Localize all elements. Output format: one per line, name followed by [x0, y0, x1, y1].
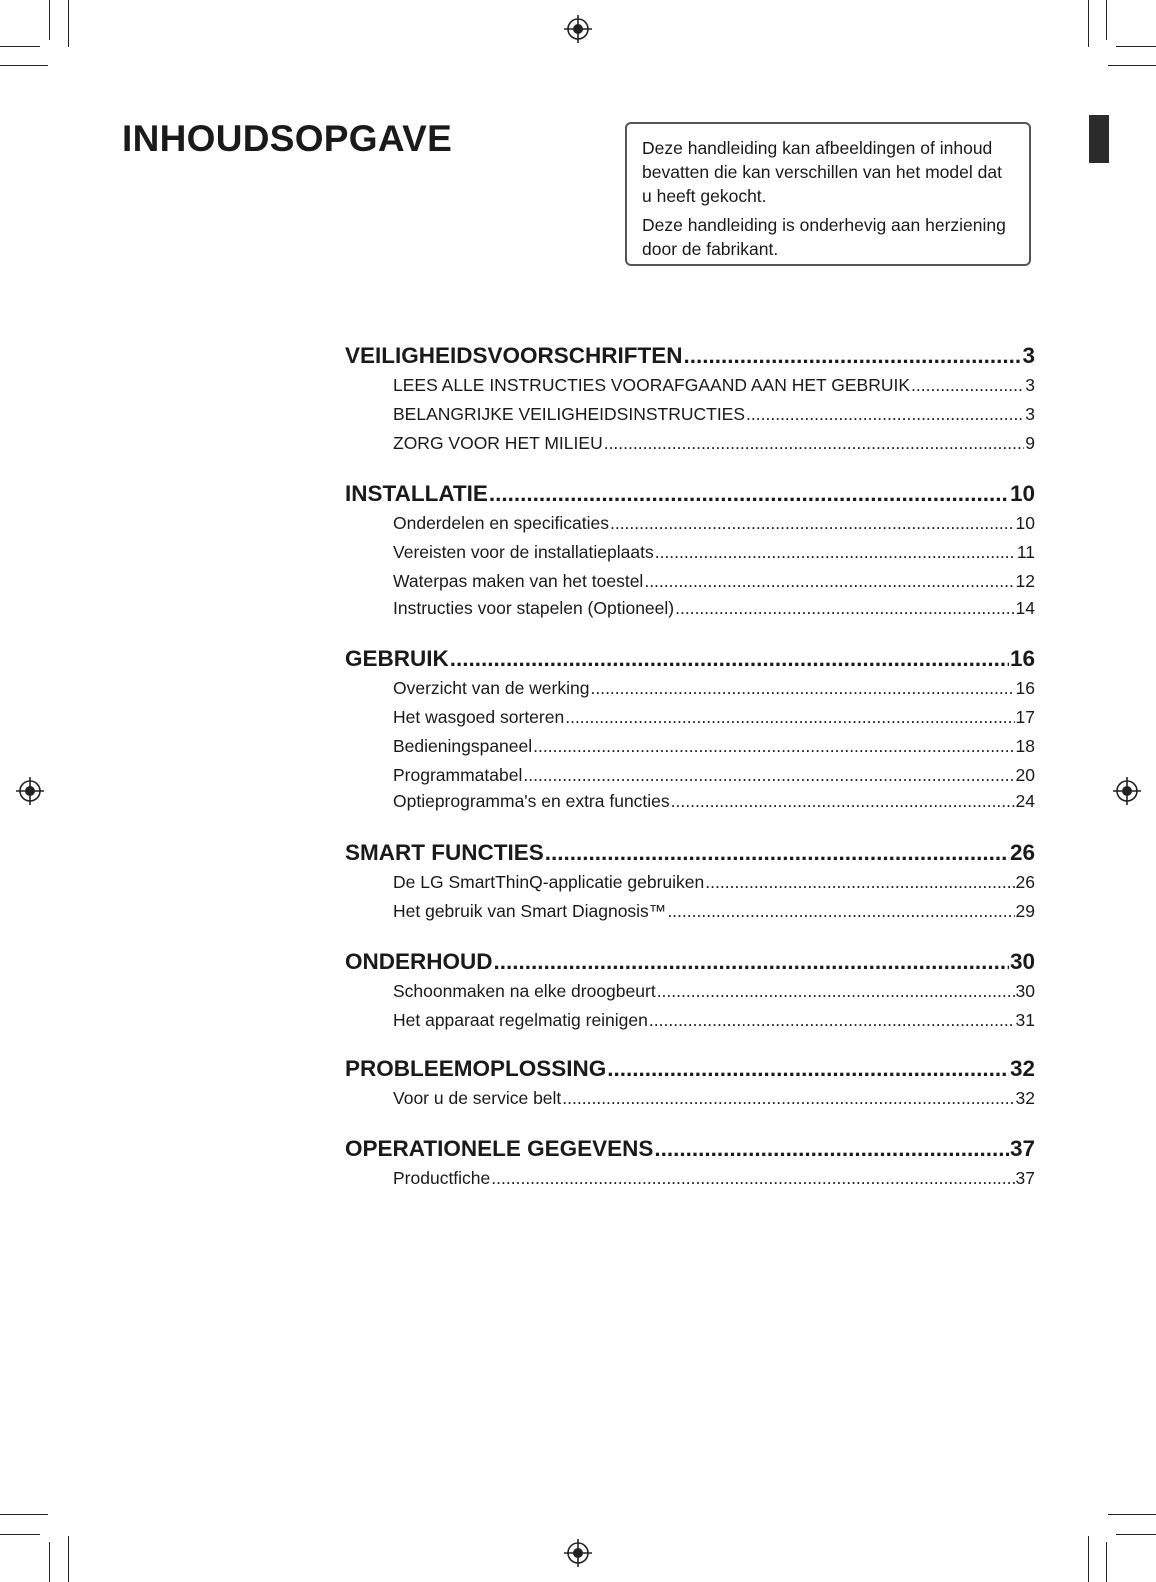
toc-page-number: 32	[1015, 1088, 1035, 1108]
toc-leader-dots	[590, 678, 1014, 699]
toc-item-title: Overzicht van de werking	[393, 678, 590, 698]
toc-section-operationele-gegevens[interactable]	[345, 1136, 1035, 1162]
toc-leader-dots	[911, 375, 1024, 396]
toc-section-smart-functies[interactable]	[345, 840, 1035, 866]
notice-box	[625, 122, 1031, 266]
toc-section-title: GEBRUIK	[345, 646, 449, 671]
toc-page-number: 3	[1025, 375, 1035, 395]
toc-item-title: De LG SmartThinQ-applicatie gebruiken	[393, 872, 705, 892]
registration-mark-icon	[1112, 776, 1142, 806]
page-title: INHOUDSOPGAVE	[122, 118, 453, 159]
toc-page-number: 30	[1015, 981, 1035, 1001]
toc-item-title: Het gebruik van Smart Diagnosis™	[393, 901, 667, 921]
toc-section-gebruik[interactable]	[345, 646, 1035, 672]
toc-item-title: Vereisten voor de installatieplaats	[393, 542, 654, 562]
toc-leader-dots	[610, 513, 1015, 534]
toc-item-title: Het wasgoed sorteren	[393, 707, 565, 727]
toc-leader-dots	[705, 872, 1014, 893]
toc-leader-dots	[644, 571, 1014, 592]
toc-section-title: SMART FUNCTIES	[345, 840, 544, 865]
registration-mark-icon	[563, 1538, 593, 1568]
toc-leader-dots	[494, 949, 1009, 975]
toc-section-title: INSTALLATIE	[345, 481, 488, 506]
toc-leader-dots	[675, 598, 1014, 619]
toc-leader-dots	[545, 840, 1009, 866]
toc-item[interactable]	[393, 1088, 1035, 1109]
toc-leader-dots	[684, 343, 1022, 369]
notice-text-model: Deze handleiding kan afbeeldingen of inhoud bevatten die kan verschillen van het model dat u heeft gekocht.	[642, 138, 1002, 206]
toc-page-number: 17	[1015, 707, 1035, 727]
toc-page-number: 24	[1015, 791, 1035, 811]
toc-page-number: 20	[1015, 765, 1035, 785]
notice-text-revision: Deze handleiding is onderhevig aan herziening door de fabrikant.	[642, 215, 1006, 259]
toc-leader-dots	[654, 1136, 1009, 1162]
toc-item[interactable]	[393, 598, 1035, 619]
toc-page-number: 3	[1022, 343, 1035, 368]
toc-leader-dots	[450, 646, 1009, 672]
toc-page-number: 37	[1015, 1168, 1035, 1188]
toc-section-title: PROBLEEMOPLOSSING	[345, 1056, 607, 1081]
toc-item[interactable]	[393, 513, 1035, 534]
toc-leader-dots	[523, 765, 1014, 786]
toc-page-number: 18	[1015, 736, 1035, 756]
toc-item[interactable]	[393, 765, 1035, 786]
toc-section-title: VEILIGHEIDSVOORSCHRIFTEN	[345, 343, 683, 368]
toc-section-title: ONDERHOUD	[345, 949, 493, 974]
toc-item[interactable]	[393, 791, 1035, 812]
toc-item[interactable]	[393, 542, 1035, 563]
toc-leader-dots	[533, 736, 1014, 757]
toc-section-probleemoplossing[interactable]	[345, 1056, 1035, 1082]
toc-leader-dots	[667, 901, 1014, 922]
toc-page-number: 26	[1015, 872, 1035, 892]
toc-page-number: 37	[1009, 1136, 1035, 1161]
toc-leader-dots	[562, 1088, 1014, 1109]
toc-item-title: Productfiche	[393, 1168, 491, 1188]
toc-leader-dots	[604, 433, 1025, 454]
toc-leader-dots	[671, 791, 1015, 812]
toc-page-number: 16	[1009, 646, 1035, 671]
toc-item[interactable]	[393, 872, 1035, 893]
toc-item[interactable]	[393, 1168, 1035, 1189]
toc-item[interactable]	[393, 678, 1035, 699]
toc-leader-dots	[649, 1010, 1015, 1031]
toc-item-title: Instructies voor stapelen (Optioneel)	[393, 598, 675, 618]
toc-page-number: 9	[1025, 433, 1035, 453]
toc-leader-dots	[746, 404, 1024, 425]
toc-item-title: BELANGRIJKE VEILIGHEIDSINSTRUCTIES	[393, 404, 746, 424]
toc-item-title: LEES ALLE INSTRUCTIES VOORAFGAAND AAN HET GEBRUIK	[393, 375, 911, 395]
toc-leader-dots	[491, 1168, 1014, 1189]
toc-item-title: Voor u de service belt	[393, 1088, 562, 1108]
toc-leader-dots	[657, 981, 1015, 1002]
toc-item-title: Optieprogramma's en extra functies	[393, 791, 670, 811]
toc-page-number: 31	[1015, 1010, 1035, 1030]
section-thumb-tab	[1089, 115, 1109, 163]
toc-page-number: 14	[1015, 598, 1035, 618]
toc-item[interactable]	[393, 1010, 1035, 1031]
toc-section-veiligheidsvoorschriften[interactable]	[345, 343, 1035, 369]
toc-page-number: 32	[1009, 1056, 1035, 1081]
toc-leader-dots	[489, 481, 1009, 507]
toc-item[interactable]	[393, 433, 1035, 454]
toc-item[interactable]	[393, 404, 1035, 425]
toc-item-title: ZORG VOOR HET MILIEU	[393, 433, 603, 453]
toc-page-number: 10	[1009, 481, 1035, 506]
toc-leader-dots	[565, 707, 1014, 728]
toc-item[interactable]	[393, 901, 1035, 922]
toc-section-installatie[interactable]	[345, 481, 1035, 507]
toc-page-number: 11	[1016, 542, 1035, 562]
toc-item-title: Bedieningspaneel	[393, 736, 533, 756]
toc-item[interactable]	[393, 571, 1035, 592]
registration-mark-icon	[15, 776, 45, 806]
toc-page-number: 30	[1009, 949, 1035, 974]
toc-page-number: 16	[1015, 678, 1035, 698]
toc-page-number: 12	[1015, 571, 1035, 591]
toc-page-number: 3	[1025, 404, 1035, 424]
toc-item-title: Programmatabel	[393, 765, 523, 785]
registration-mark-icon	[563, 14, 593, 44]
toc-item[interactable]	[393, 707, 1035, 728]
toc-leader-dots	[655, 542, 1016, 563]
toc-section-onderhoud[interactable]	[345, 949, 1035, 975]
toc-page-number: 26	[1009, 840, 1035, 865]
toc-leader-dots	[607, 1056, 1009, 1082]
toc-item[interactable]	[393, 736, 1035, 757]
toc-page-number: 10	[1015, 513, 1035, 533]
toc-item[interactable]	[393, 981, 1035, 1002]
toc-item-title: Schoonmaken na elke droogbeurt	[393, 981, 656, 1001]
toc-item[interactable]	[393, 375, 1035, 396]
toc-item-title: Waterpas maken van het toestel	[393, 571, 644, 591]
toc-section-title: OPERATIONELE GEGEVENS	[345, 1136, 654, 1161]
toc-item-title: Onderdelen en specificaties	[393, 513, 609, 533]
toc-page-number: 29	[1015, 901, 1035, 921]
toc-item-title: Het apparaat regelmatig reinigen	[393, 1010, 648, 1030]
